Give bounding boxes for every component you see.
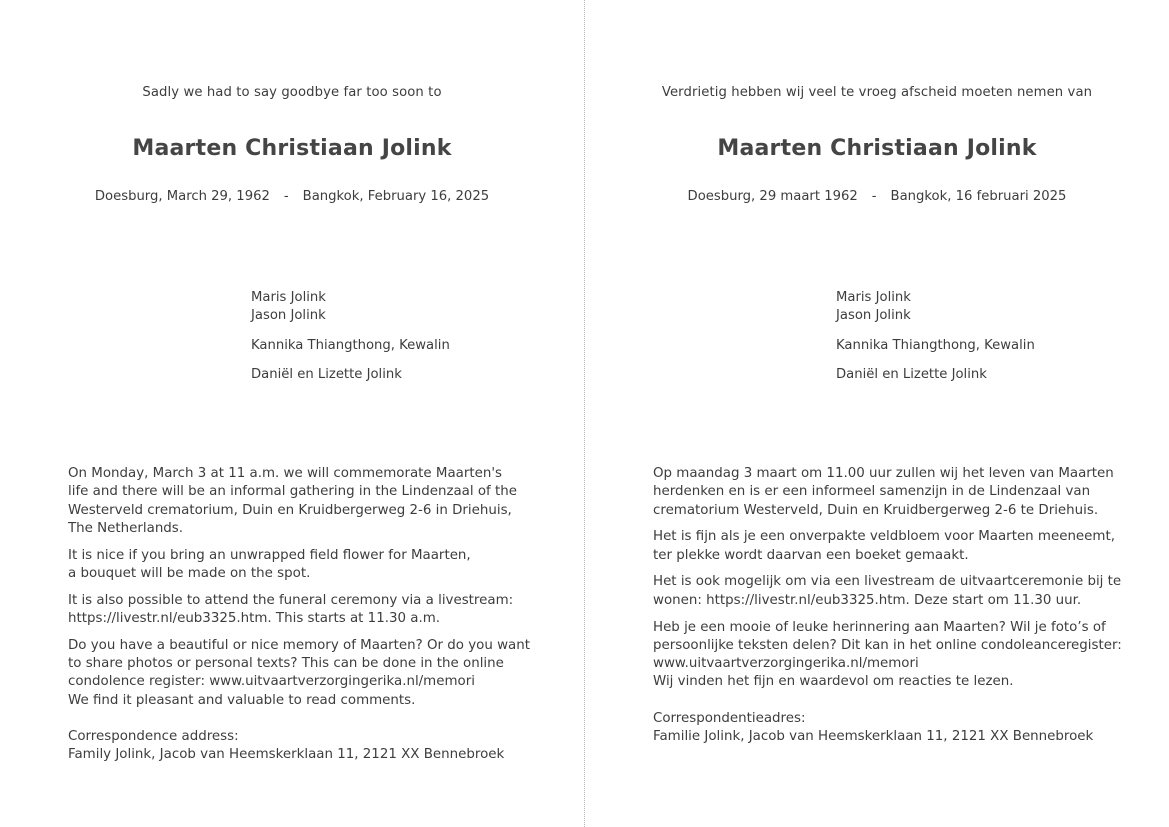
family-member: Jason Jolink [251, 308, 326, 323]
flower-paragraph [653, 528, 1123, 565]
text-line: Wij vinden het fijn en waardevol om reacties te lezen. [653, 674, 1014, 690]
family-member: Maris Jolink [251, 290, 326, 305]
text-line: Do you have a beautiful or nice memory of Maarten? Or do you want [68, 637, 530, 653]
text-line: crematorium Westerveld, Duin en Kruidbergerweg 2-6 te Driehuis. [653, 502, 1099, 518]
family-member: Maris Jolink [836, 290, 911, 305]
deceased-name: Maarten Christiaan Jolink [717, 136, 1037, 161]
family-member: Daniël en Lizette Jolink [251, 367, 402, 382]
text-line: On Monday, March 3 at 11 a.m. we will commemorate Maarten's [68, 466, 503, 481]
correspondence-address [653, 710, 1123, 747]
family-member: Kannika Thiangthong, Kewalin [836, 338, 1035, 353]
announcement-body [653, 465, 1123, 755]
ceremony-paragraph [653, 465, 1123, 520]
text-line: life and there will be an informal gathering in the Lindenzaal of the [68, 484, 517, 500]
family-member: Kannika Thiangthong, Kewalin [251, 338, 450, 353]
intro-text: Verdrietig hebben wij veel te vroeg afscheid moeten nemen van [661, 85, 1093, 100]
condolence-paragraph [68, 637, 538, 710]
text-line: The Netherlands. [68, 520, 184, 536]
livestream-link[interactable]: wonen: https://livestr.nl/eub3325.htm. Deze start om 11.30 uur. [653, 592, 1082, 608]
address-value: Familie Jolink, Jacob van Heemskerklaan 11, 2121 XX Bennebroek [653, 729, 1094, 745]
text-line: Op maandag 3 maart om 11.00 uur zullen wij het leven van Maarten [653, 466, 1114, 481]
ceremony-paragraph [68, 465, 538, 538]
date-separator: - [283, 189, 289, 204]
life-dates [585, 189, 1169, 204]
deceased-name: Maarten Christiaan Jolink [132, 136, 452, 161]
death-date: Bangkok, 16 februari 2025 [890, 189, 1067, 204]
english-page [0, 0, 584, 827]
birth-date: Doesburg, 29 maart 1962 [687, 189, 858, 204]
flower-paragraph [68, 547, 538, 584]
text-line: Westerveld crematorium, Duin en Kruidbergerweg 2-6 in Driehuis, [68, 502, 512, 518]
family-member: Daniël en Lizette Jolink [836, 367, 987, 382]
condolence-paragraph [653, 619, 1123, 692]
birth-date: Doesburg, March 29, 1962 [94, 189, 270, 204]
family-member: Jason Jolink [836, 308, 911, 323]
livestream-paragraph [68, 592, 538, 629]
address-label: Correspondentieadres: [653, 710, 806, 726]
condolence-link[interactable]: condolence register: www.uitvaartverzorgingerika.nl/memori [68, 674, 475, 690]
family-list [836, 289, 1035, 384]
text-line: a bouquet will be made on the spot. [68, 565, 311, 581]
text-line: to share photos or personal texts? This can be done in the online [68, 656, 504, 672]
correspondence-address [68, 728, 538, 765]
text-line: Heb je een mooie of leuke herinnering aan Maarten? Wil je foto’s of [653, 619, 1106, 635]
announcement-body [68, 465, 538, 773]
text-line: We find it pleasant and valuable to read comments. [68, 692, 416, 708]
text-line: Het is ook mogelijk om via een livestream de uitvaartceremonie bij te [653, 574, 1122, 590]
text-line: persoonlijke teksten delen? Dit kan in het online condoleanceregister: [653, 637, 1122, 653]
address-value: Family Jolink, Jacob van Heemskerklaan 11, 2121 XX Bennebroek [68, 747, 505, 763]
text-line: Het is fijn als je een onverpakte veldbloem voor Maarten meeneemt, [653, 529, 1115, 545]
condolence-link[interactable]: www.uitvaartverzorgingerika.nl/memori [653, 656, 919, 672]
dutch-page [585, 0, 1169, 827]
text-line: It is also possible to attend the funeral ceremony via a livestream: [68, 592, 514, 608]
livestream-paragraph [653, 573, 1123, 610]
text-line: herdenken en is er een informeel samenzijn in de Lindenzaal van [653, 484, 1091, 500]
date-separator: - [871, 189, 877, 204]
life-dates [0, 189, 584, 204]
address-label: Correspondence address: [68, 729, 239, 745]
text-line: ter plekke wordt daarvan een boeket gemaakt. [653, 547, 969, 563]
livestream-link[interactable]: https://livestr.nl/eub3325.htm. This starts at 11.30 a.m. [68, 611, 441, 627]
intro-text: Sadly we had to say goodbye far too soon to [142, 85, 442, 100]
death-date: Bangkok, February 16, 2025 [302, 189, 490, 204]
text-line: It is nice if you bring an unwrapped field flower for Maarten, [68, 547, 471, 563]
family-list [251, 289, 450, 384]
